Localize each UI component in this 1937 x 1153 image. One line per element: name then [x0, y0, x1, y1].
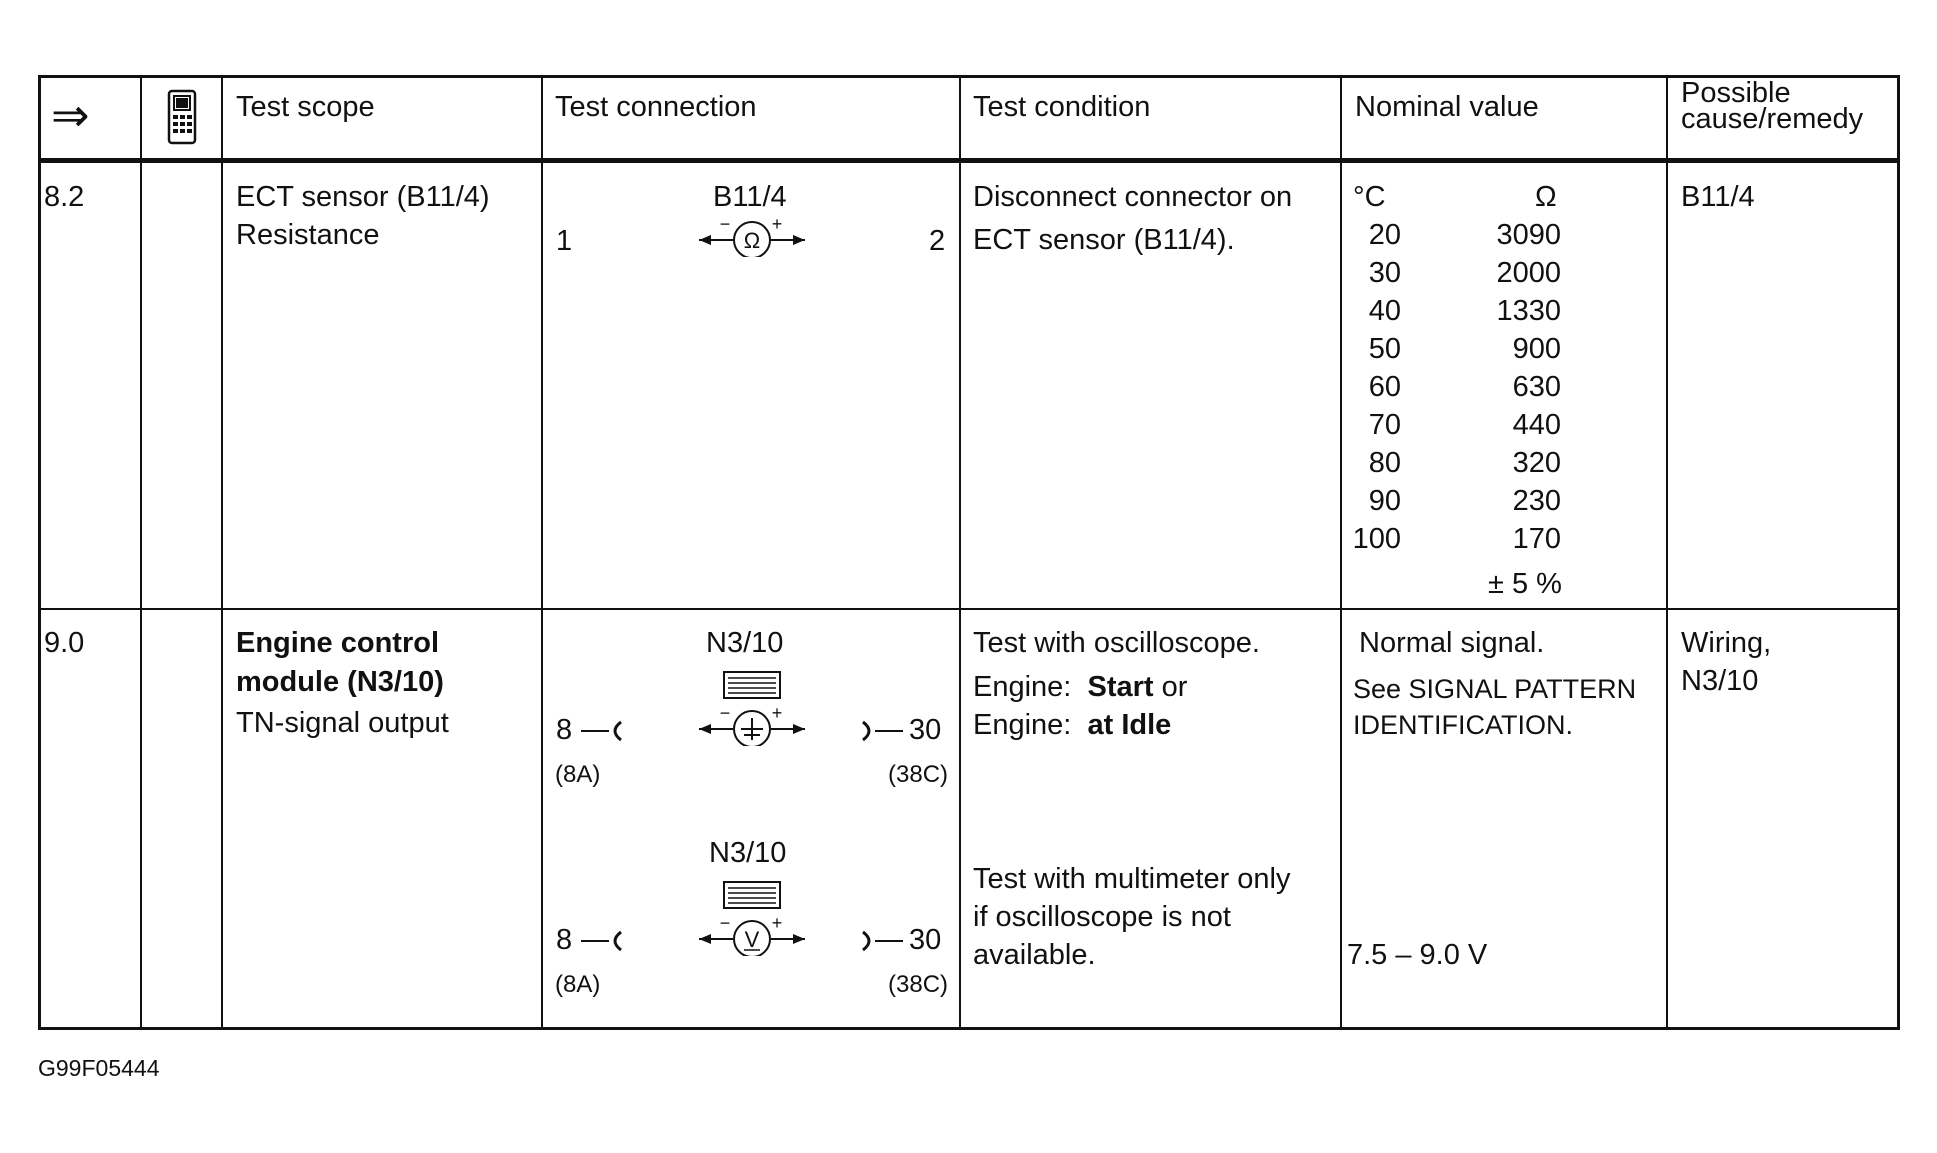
control-module-icon: [722, 878, 782, 912]
pin-right: 30: [909, 714, 942, 746]
column-divider: [221, 78, 223, 1027]
pin-sub-label: (38C): [888, 761, 949, 788]
column-divider: [1666, 78, 1668, 1027]
header-possible-cause-line1: Possible: [1681, 77, 1791, 109]
figure-code: G99F05444: [38, 1055, 160, 1081]
temperature-value: 70: [1368, 409, 1401, 441]
pin-right: 2: [929, 225, 946, 257]
condition-line: Disconnect connector on: [973, 181, 1293, 213]
temperature-value: 90: [1368, 485, 1401, 517]
pin-sub-label: (38C): [888, 971, 949, 998]
voltmeter-icon: [697, 914, 807, 956]
pin-right: 30: [909, 924, 942, 956]
column-divider: [140, 78, 142, 1027]
pin-left: 8: [556, 924, 573, 956]
female-connector-icon: [859, 928, 905, 954]
resistance-value: 900: [1512, 333, 1561, 365]
pin-left: 1: [556, 225, 573, 257]
header-nominal-value: Nominal value: [1355, 91, 1539, 123]
resistance-value: 630: [1512, 371, 1561, 403]
resistance-value: 320: [1512, 447, 1561, 479]
female-connector-icon: [579, 928, 625, 954]
component-label: B11/4: [713, 181, 787, 213]
condition-line: ECT sensor (B11/4).: [973, 224, 1235, 256]
condition-line: Engine: Start or: [973, 671, 1188, 703]
tolerance: ± 5 %: [1488, 568, 1562, 600]
svg-text:Ω: Ω: [743, 228, 761, 253]
temperature-value: 60: [1368, 371, 1401, 403]
temperature-value: 20: [1368, 219, 1401, 251]
svg-text:V: V: [744, 927, 760, 952]
ohmmeter-icon: [697, 215, 807, 257]
nominal-value: Normal signal.: [1359, 627, 1545, 659]
component-label: N3/10: [706, 627, 784, 659]
oscilloscope-icon: [697, 704, 807, 746]
nominal-note: See SIGNAL PATTERN: [1353, 674, 1637, 704]
temperature-value: 30: [1368, 257, 1401, 289]
svg-text:+: +: [771, 215, 783, 234]
condition-line: Test with multimeter only: [973, 863, 1291, 895]
test-scope-detail: TN-signal output: [236, 707, 449, 739]
svg-text:−: −: [719, 704, 731, 723]
temperature-value: 40: [1368, 295, 1401, 327]
header-test-condition: Test condition: [973, 91, 1151, 123]
condition-line: Engine: at Idle: [973, 709, 1172, 741]
nominal-note: IDENTIFICATION.: [1353, 710, 1573, 740]
step-number: 9.0: [44, 627, 85, 659]
female-connector-icon: [579, 718, 625, 744]
svg-text:−: −: [719, 215, 731, 234]
possible-cause: B11/4: [1681, 181, 1755, 213]
column-divider: [959, 78, 961, 1027]
svg-text:+: +: [771, 704, 783, 723]
column-divider: [541, 78, 543, 1027]
component-label: N3/10: [709, 837, 787, 869]
row-divider: [41, 608, 1897, 610]
condition-line: if oscilloscope is not: [973, 901, 1231, 933]
pin-left: 8: [556, 714, 573, 746]
temperature-unit: °C: [1353, 181, 1386, 213]
resistance-value: 3090: [1496, 219, 1561, 251]
header-test-scope: Test scope: [236, 91, 375, 123]
resistance-value: 170: [1512, 523, 1561, 555]
test-scope-detail: Resistance: [236, 219, 380, 251]
possible-cause: Wiring,: [1681, 627, 1772, 659]
resistance-value: 230: [1512, 485, 1561, 517]
resistance-value: 1330: [1496, 295, 1561, 327]
svg-text:+: +: [771, 914, 783, 933]
condition-line: Test with oscilloscope.: [973, 627, 1260, 659]
temperature-value: 50: [1368, 333, 1401, 365]
female-connector-icon: [859, 718, 905, 744]
header-possible-cause-line2: cause/remedy: [1681, 103, 1864, 135]
header-test-connection: Test connection: [555, 91, 757, 123]
resistance-value: 440: [1512, 409, 1561, 441]
condition-line: available.: [973, 939, 1096, 971]
control-module-icon: [722, 668, 782, 702]
nominal-voltage: 7.5 – 9.0 V: [1347, 939, 1488, 971]
test-scope-title: module (N3/10): [236, 666, 444, 698]
step-number: 8.2: [44, 181, 85, 213]
possible-cause: N3/10: [1681, 665, 1759, 697]
svg-text:−: −: [719, 914, 731, 933]
test-scope-title: Engine control: [236, 627, 439, 659]
pin-sub-label: (8A): [555, 971, 601, 998]
temperature-value: 80: [1368, 447, 1401, 479]
header-divider: [41, 158, 1897, 163]
temperature-value: 100: [1352, 523, 1401, 555]
resistance-unit: Ω: [1535, 181, 1557, 213]
tester-icon: [165, 89, 199, 145]
arrow-icon: ⇒: [51, 89, 90, 141]
test-scope-title: ECT sensor (B11/4): [236, 181, 490, 213]
pin-sub-label: (8A): [555, 761, 601, 788]
test-table: [38, 75, 1900, 1030]
resistance-value: 2000: [1496, 257, 1561, 289]
